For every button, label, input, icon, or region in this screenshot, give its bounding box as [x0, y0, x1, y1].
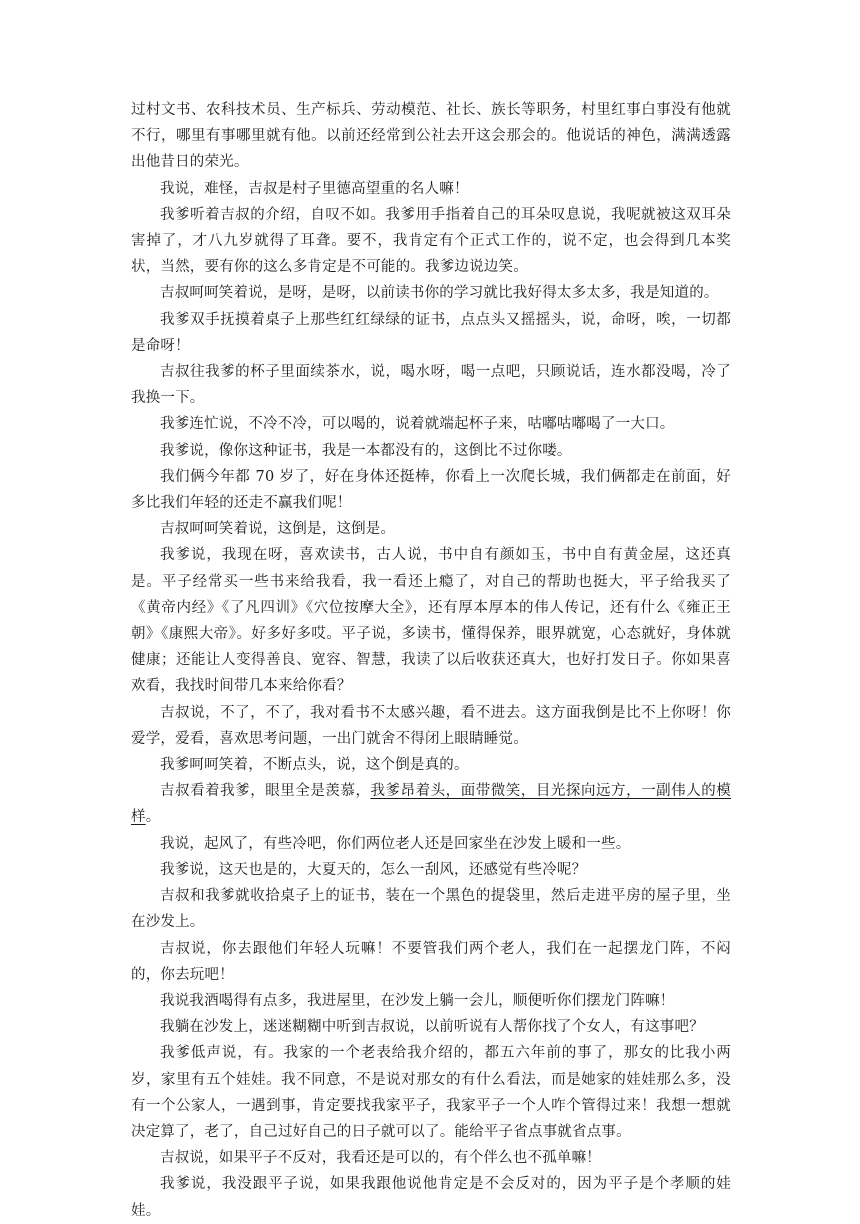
paragraph-4: 吉叔呵呵笑着说，是呀，是呀，以前读书你的学习就比我好得太多太多，我是知道的。 [160, 285, 719, 302]
paragraph-6: 吉叔往我爹的杯子里面续茶水，说，喝水呀，喝一点吧，只顾说话，连水都没喝，冷了我换一下。 [131, 364, 731, 407]
paragraph-1: 过村文书、农科技术员、生产标兵、劳动模范、社长、族长等职务，村里红事白事没有他就不行，哪里有事哪里就有他。以前还经常到公社去开这会那会的。他说话的神色，满满透露出他昔日的荣光。 [131, 102, 731, 171]
paragraph-8: 我爹说，像你这种证书，我是一本都没有的，这倒比不过你喽。 [160, 442, 572, 459]
paragraph-10: 吉叔呵呵笑着说，这倒是，这倒是。 [160, 521, 396, 538]
paragraph-11: 我爹说，我现在呀，喜欢读书，古人说，书中自有颜如玉，书中自有黄金屋，这还真是。平子经常买一些书来给我看，我一看还上瘾了，对自己的帮助也挺大，平子给我买了《黄帝内经》《了凡四训》《穴位按摩大全》，还有厚本厚本的伟人传记，还有什么《雍正王朝》《康熙大帝》。好多好多哎。平子说，多读书，懂得保养，眼界就宽，心态就好，身体就健康；还能让人变得善良、宽容、智慧，我读了以后收获还真大，也好打发日子。你如果喜欢看，我找时间带几本来给你看？ [131, 547, 731, 695]
document-page [131, 97, 731, 1224]
paragraph-3: 我爹听着吉叔的介绍，自叹不如。我爹用手指着自己的耳朵叹息说，我呢就被这双耳朵害掉了，才八九岁就得了耳聋。要不，我肯定有个正式工作的，说不定，也会得到几本奖状，当然，要有你的这么多肯定是不可能的。我爹边说边笑。 [131, 206, 731, 276]
paragraph-2: 我说，难怪，吉叔是村子里德高望重的名人嘛！ [160, 180, 469, 197]
paragraph-5: 我爹双手抚摸着桌子上那些红红绿绿的证书，点点头又摇摇头，说，命呀，唉，一切都是命呀！ [131, 311, 731, 354]
paragraph-13: 我爹呵呵笑着，不断点头，说，这个倒是真的。 [160, 757, 469, 774]
paragraph-7: 我爹连忙说，不冷不冷，可以喝的，说着就端起杯子来，咕嘟咕嘟喝了一大口。 [160, 416, 675, 433]
paragraph-15: 我说，起风了，有些冷吧，你们两位老人还是回家坐在沙发上暖和一些。 [160, 835, 631, 852]
paragraph-17: 吉叔和我爹就收拾桌子上的证书，装在一个黑色的提袋里，然后走进平房的屋子里，坐在沙发上。 [131, 888, 731, 931]
paragraph-16: 我爹说，这天也是的，大夏天的，怎么一刮风，还感觉有些冷呢？ [160, 861, 587, 878]
paragraph-20: 我躺在沙发上，迷迷糊糊中听到吉叔说，以前听说有人帮你找了个女人，有这事吧？ [160, 1019, 704, 1036]
paragraph-19: 我说我酒喝得有点多，我进屋里，在沙发上躺一会儿，顺便听你们摆龙门阵嘛！ [160, 992, 675, 1009]
paragraph-22: 吉叔说，如果平子不反对，我看还是可以的，有个伴么也不孤单嘛！ [160, 1150, 601, 1167]
paragraph-12: 吉叔说，不了，不了，我对看书不太感兴趣，看不进去。这方面我倒是比不上你呀！你爱学，爱看，喜欢思考问题，一出门就舍不得闭上眼睛睡觉。 [131, 704, 731, 747]
paragraph-23: 我爹说，我没跟平子说，如果我跟他说他肯定是不会反对的，因为平子是个孝顺的娃娃。 [131, 1176, 731, 1219]
paragraph-14-after: 。 [145, 809, 161, 826]
paragraph-18: 吉叔说，你去跟他们年轻人玩嘛！不要管我们两个老人，我们在一起摆龙门阵，不闷的，你去玩吧！ [131, 940, 731, 983]
paragraph-14-before: 吉叔看着我爹，眼里全是羡慕， [160, 783, 371, 800]
paragraph-14 [131, 778, 731, 830]
paragraph-9: 我们俩今年都 70 岁了，好在身体还挺棒，你看上一次爬长城，我们俩都走在前面，好多比我们年轻的还走不赢我们呢！ [131, 468, 731, 512]
underlined-sentence: 我爹昂着头，面带微笑，目光探向远方，一副伟人的模样 [131, 783, 731, 826]
paragraph-21: 我爹低声说，有。我家的一个老表给我介绍的，都五六年前的事了，那女的比我小两岁，家里有五个娃娃。我不同意，不是说对那女的有什么看法，而是她家的娃娃那么多，没有一个公家人，一遇到事，肯定要找我家平子，我家平子一个人咋个管得过来！我想一想就决定算了，老了，自己过好自己的日子就可以了。能给平子省点事就省点事。 [131, 1045, 731, 1140]
